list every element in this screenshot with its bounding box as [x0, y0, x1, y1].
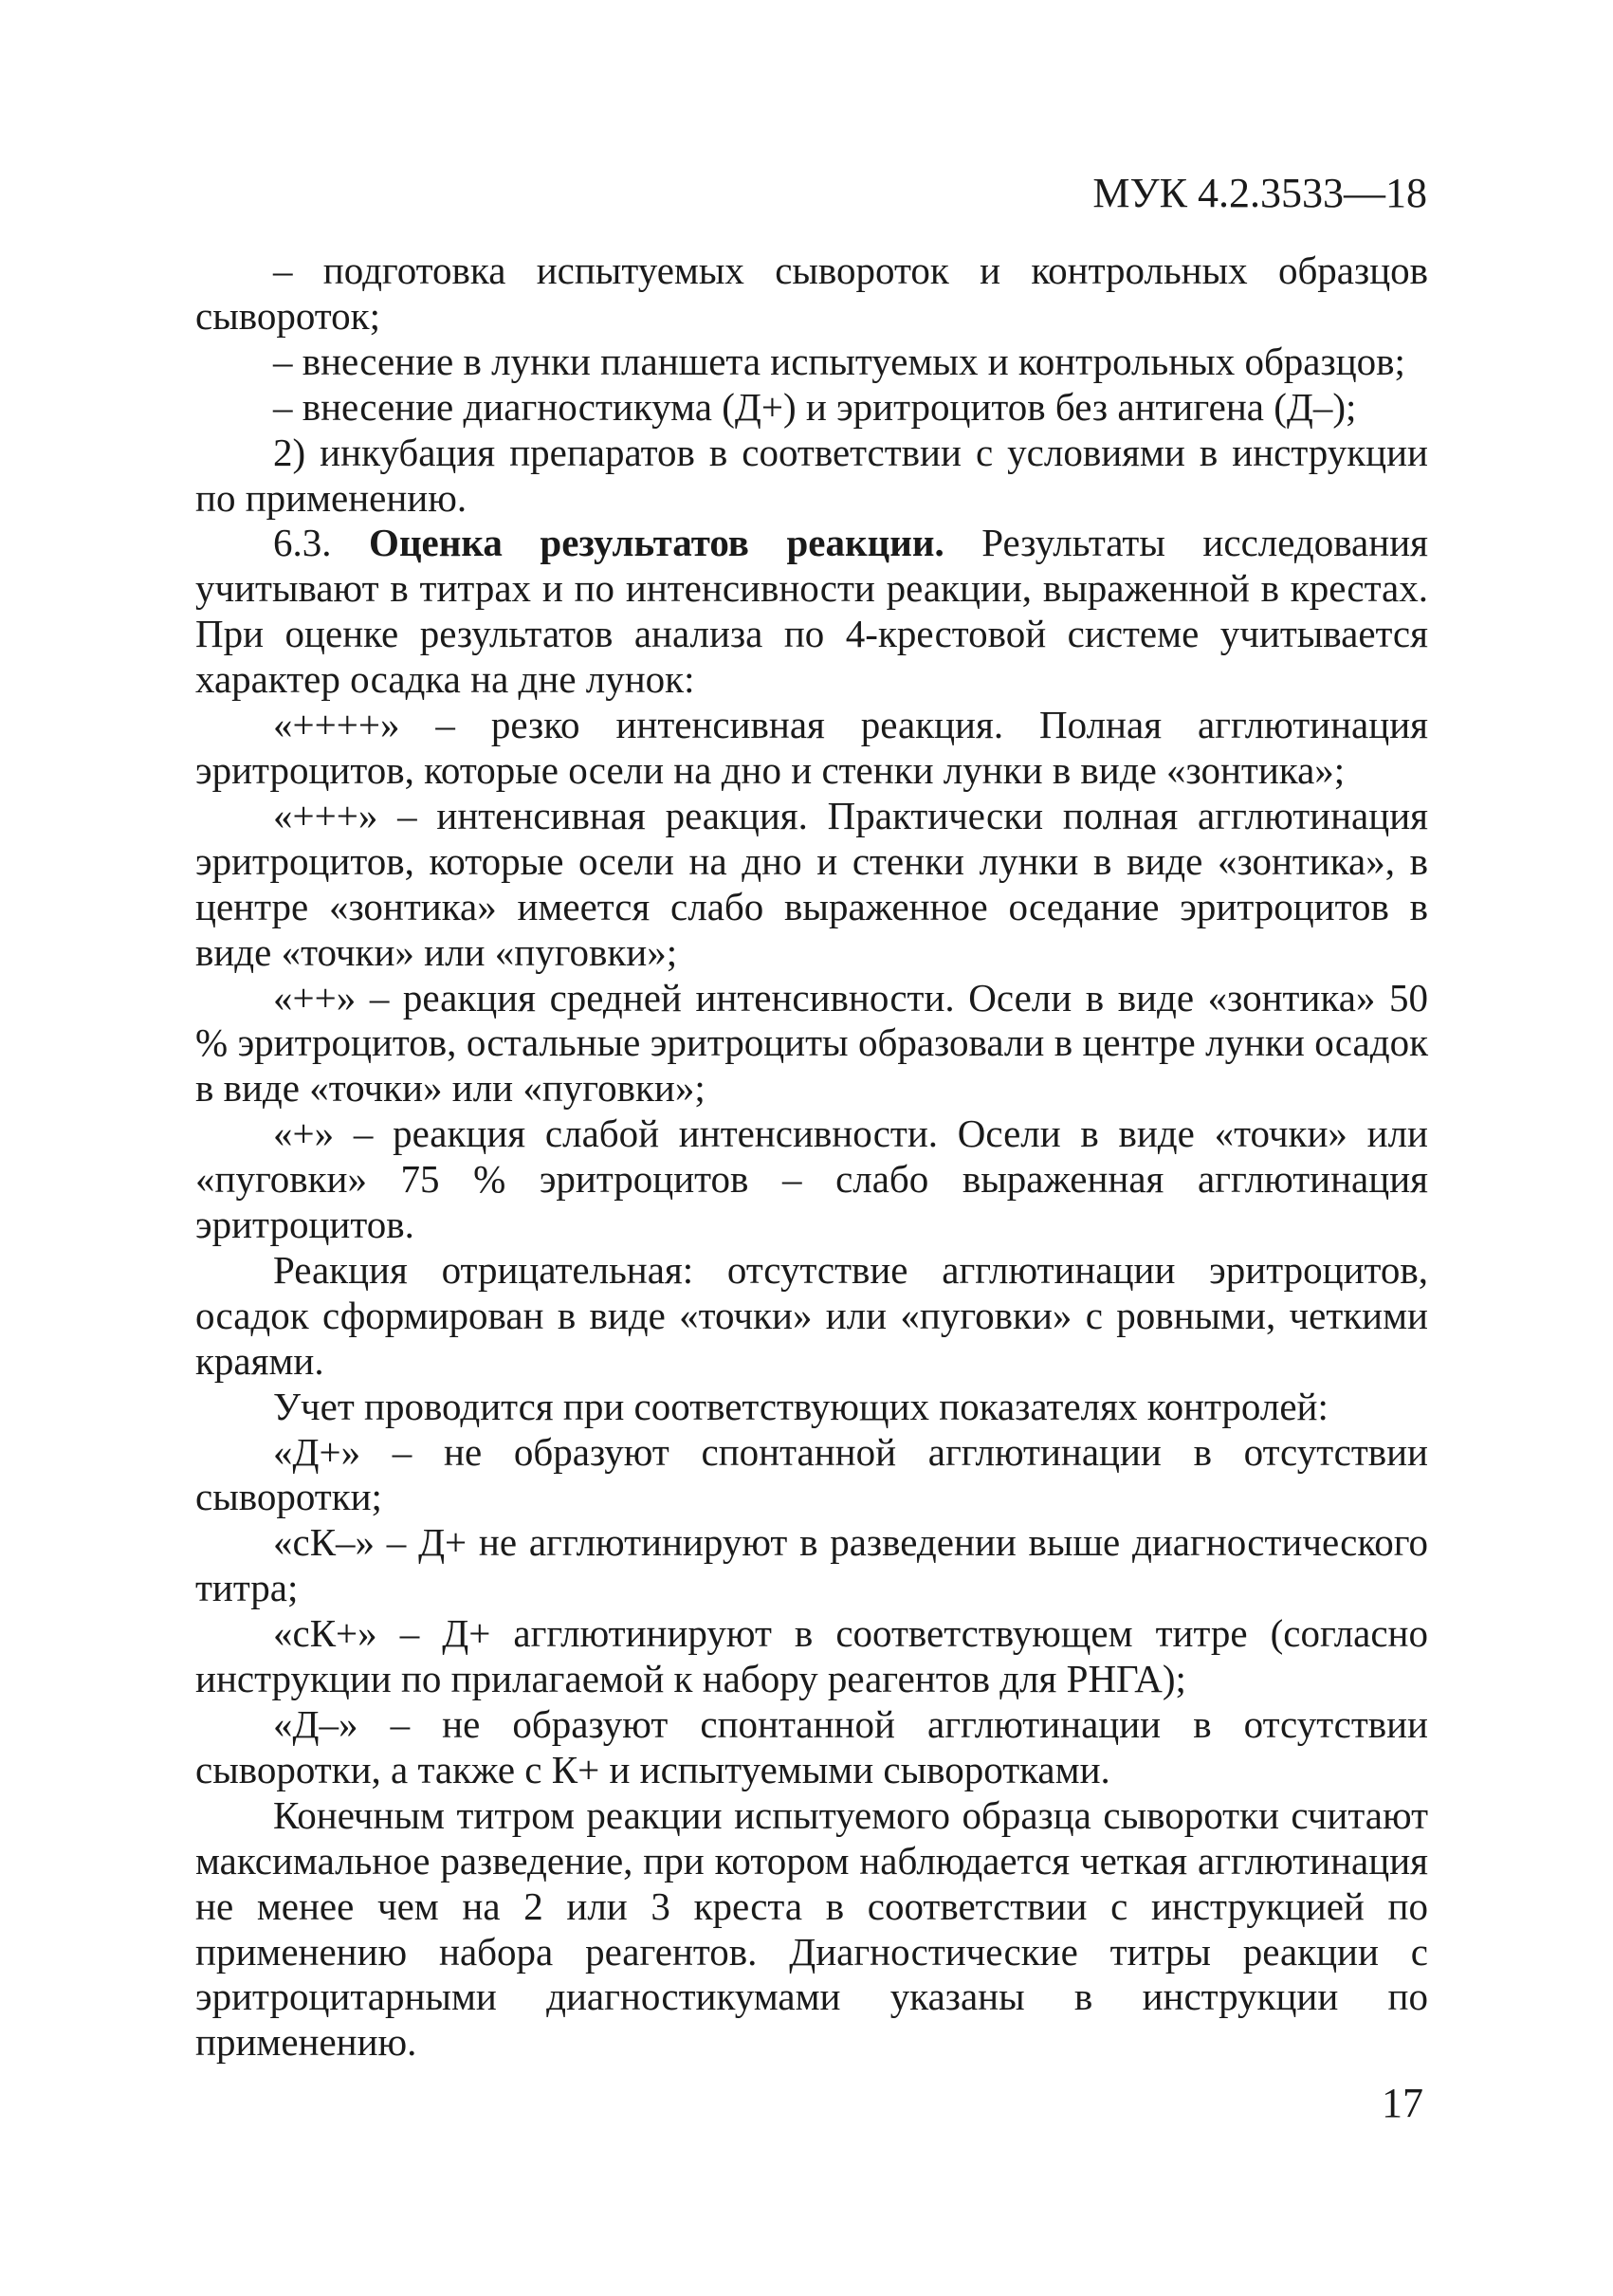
section-text: Результаты исследования учитывают в титрах и по интенсивности реакции, выраженной в крестах. При оценке результатов анализа по 4-крестовой системе учитывается характер осадка на дне лунок:	[195, 521, 1428, 702]
body-text	[195, 248, 1428, 2066]
paragraph: Конечным титром реакции испытуемого образца сыворотки считают максимальное разведение, при котором наблюдается четкая агглютинация не менее чем на 2 или 3 креста в соответствии с инструкцией по применению набора реагентов. Диагностические титры реакции с эритроцитарными диагностикумами указаны в инструкции по применению.	[195, 1792, 1428, 2065]
section-number: 6.3.	[273, 521, 370, 565]
paragraph: «сК+» – Д+ агглютинируют в соответствующем титре (согласно инструкции по прилагаемой к набору реагентов для РНГА);	[195, 1611, 1428, 1701]
paragraph-list-item: – внесение диагностикума (Д+) и эритроцитов без антигена (Д–);	[273, 384, 1357, 429]
paragraph: «++++» – резко интенсивная реакция. Полная агглютинация эритроцитов, которые осели на дно и стенки лунки в виде «зонтика»;	[195, 703, 1428, 792]
document-code: МУК 4.2.3533—18	[1092, 170, 1427, 216]
paragraph-list-item: – подготовка испытуемых сывороток и контрольных образцов сывороток;	[195, 248, 1428, 338]
paragraph: Реакция отрицательная: отсутствие агглютинации эритроцитов, осадок сформирован в виде «точки» или «пуговки» с ровными, четкими краями.	[195, 1247, 1428, 1383]
paragraph: «сК–» – Д+ не агглютинируют в разведении выше диагностического титра;	[195, 1520, 1428, 1610]
paragraph: «Д–» – не образуют спонтанной агглютинации в отсутствии сыворотки, а также с К+ и испытуемыми сыворотками.	[195, 1702, 1428, 1791]
paragraph: «+++» – интенсивная реакция. Практически полная агглютинация эритроцитов, которые осели на дно и стенки лунки в виде «зонтика», в центре «зонтика» имеется слабо выраженное оседание эритроцитов в виде «точки» или «пуговки»;	[195, 793, 1428, 974]
paragraph: Учет проводится при соответствующих показателях контролей:	[273, 1384, 1329, 1428]
section-heading: Оценка результатов реакции.	[369, 521, 944, 565]
paragraph-list-item: 2) инкубация препаратов в соответствии с условиями в инструкции по применению.	[195, 430, 1428, 520]
section-paragraph	[195, 521, 1428, 703]
paragraph: «Д+» – не образуют спонтанной агглютинации в отсутствии сыворотки;	[195, 1429, 1428, 1519]
paragraph: «++» – реакция средней интенсивности. Осели в виде «зонтика» 50 % эритроцитов, остальные эритроциты образовали в центре лунки осадок в виде «точки» или «пуговки»;	[195, 975, 1428, 1111]
paragraph-list-item: – внесение в лунки планшета испытуемых и контрольных образцов;	[273, 339, 1405, 383]
paragraph: «+» – реакция слабой интенсивности. Осели в виде «точки» или «пуговки» 75 % эритроцитов – слабо выраженная агглютинация эритроцитов.	[195, 1111, 1428, 1247]
page-number: 17	[1382, 2080, 1423, 2126]
